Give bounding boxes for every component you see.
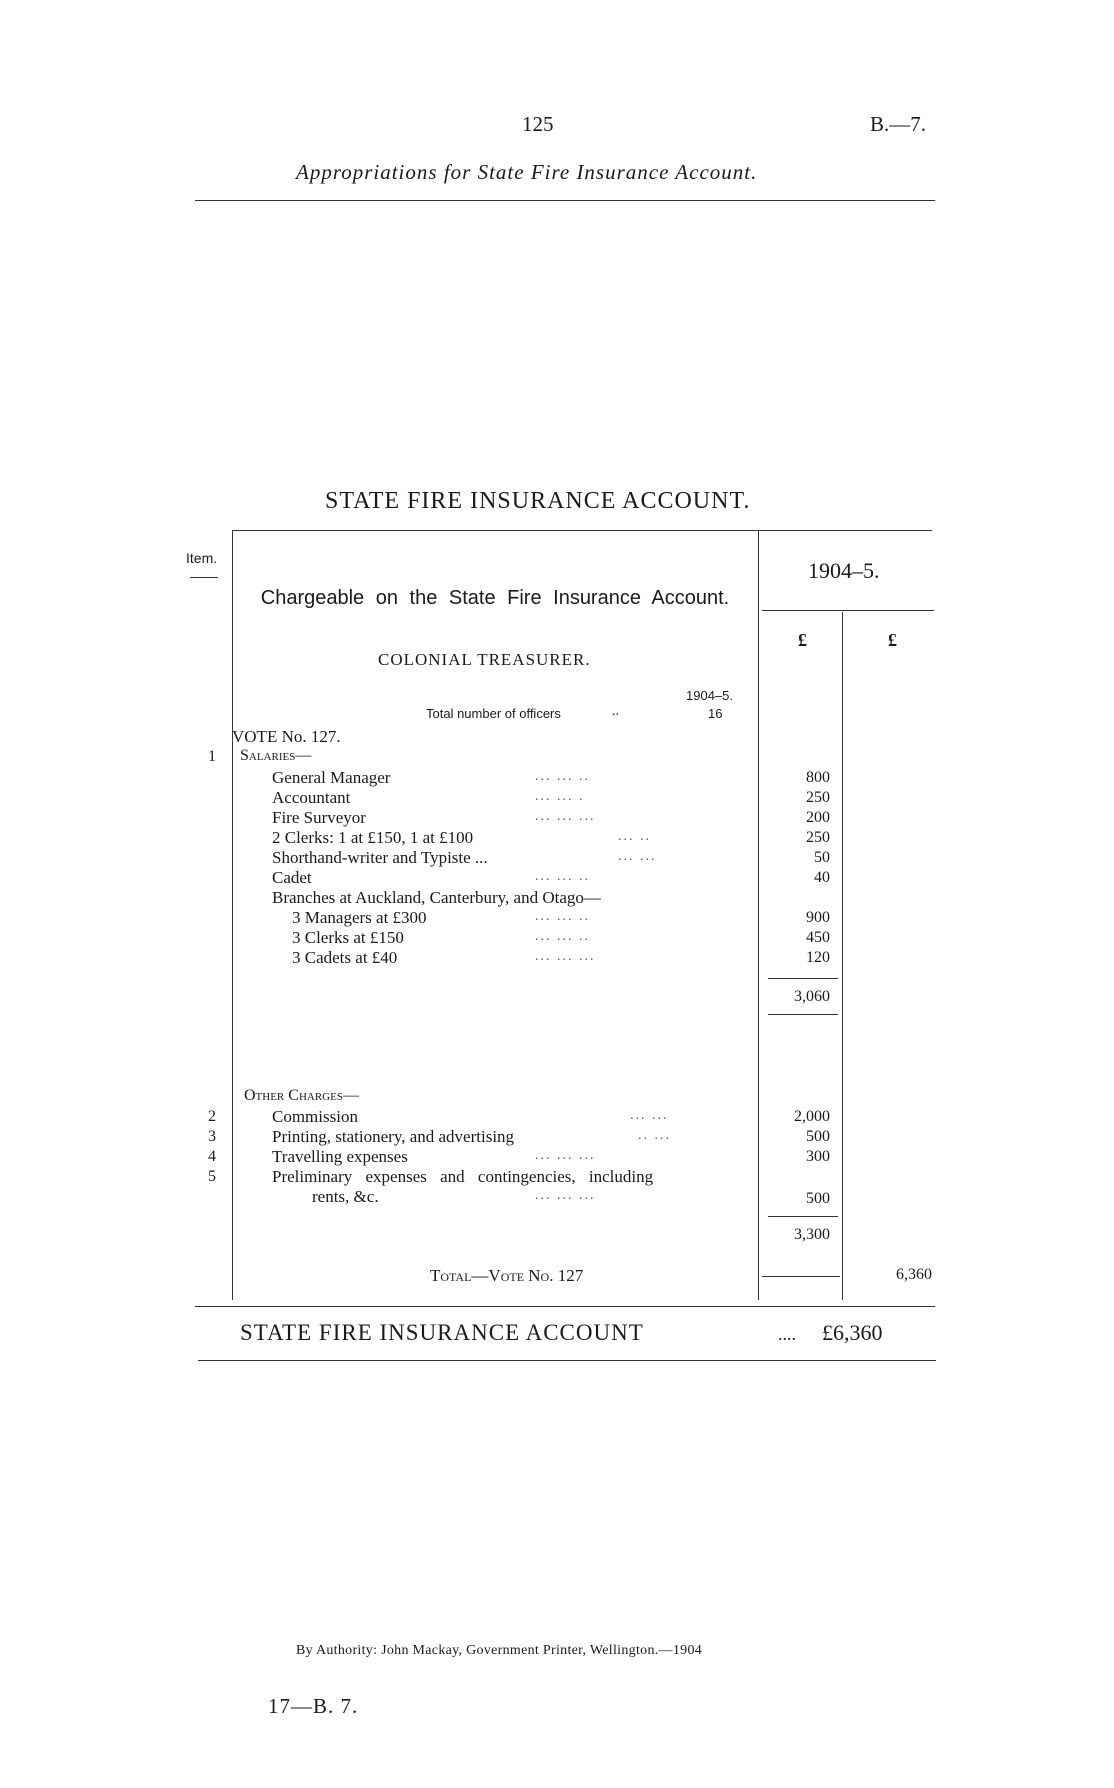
page-number: 125	[522, 112, 554, 136]
department-heading: COLONIAL TREASURER.	[378, 650, 591, 669]
header-rule	[195, 200, 935, 201]
leader-dots: ... ... .	[535, 789, 585, 804]
other-charges-heading: Other Charges—	[244, 1087, 359, 1104]
charge-amount: 300	[806, 1148, 830, 1165]
running-title: Appropriations for State Fire Insurance Account.	[296, 160, 758, 184]
officers-year: 1904–5.	[686, 688, 733, 703]
salary-label: Shorthand-writer and Typiste ...	[272, 848, 488, 867]
officers-label: Total number of officers	[426, 706, 561, 721]
leader-dots: ... ... ..	[535, 909, 590, 924]
year-header: 1904–5.	[808, 558, 880, 583]
total-rule	[762, 1276, 840, 1277]
subtotal-rule	[768, 978, 838, 979]
branch-amount: 120	[806, 949, 830, 966]
chargeable-heading: Chargeable on the State Fire Insurance Account.	[260, 587, 730, 609]
table-bottom-rule	[195, 1306, 935, 1307]
leader-dots: ... ... ...	[535, 809, 596, 824]
salary-label: General Manager	[272, 768, 391, 787]
total-vote-label: Total—Vote No. 127	[430, 1266, 584, 1285]
currency-symbol-pounds-1: £	[798, 630, 807, 650]
summary-dots: ....	[778, 1324, 796, 1344]
charge-amount: 2,000	[794, 1108, 830, 1125]
leader-dots: ... ..	[618, 829, 651, 844]
item-header: Item.	[186, 550, 218, 566]
section-title: STATE FIRE INSURANCE ACCOUNT.	[325, 488, 751, 514]
charge-label-continued: rents, &c.	[312, 1187, 379, 1206]
salary-label: Cadet	[272, 868, 312, 887]
leader-dots: ... ... ..	[535, 929, 590, 944]
subtotal-rule	[768, 1014, 838, 1015]
salaries-heading: Salaries—	[240, 747, 312, 764]
leader-dots: .. ...	[638, 1128, 671, 1143]
total-vote-amount: 6,360	[896, 1266, 932, 1283]
charge-label: Travelling expenses	[272, 1147, 408, 1166]
charge-amount: 500	[806, 1128, 830, 1145]
item-number: 1	[208, 748, 216, 765]
item-number: 5	[208, 1168, 216, 1185]
leader-dots: ... ... ...	[535, 1148, 596, 1163]
salary-amount: 50	[814, 849, 830, 866]
table-top-rule	[232, 530, 932, 531]
charge-label: Commission	[272, 1107, 358, 1126]
leader-dots: ... ...	[630, 1108, 669, 1123]
branch-label: 3 Clerks at £150	[292, 928, 404, 947]
printer-authority: By Authority: John Mackay, Government Printer, Wellington.—1904	[296, 1643, 703, 1658]
officers-dots: ..	[612, 704, 619, 719]
officers-count: 16	[708, 706, 723, 721]
paper-reference: B.—7.	[870, 112, 927, 136]
amount-column-rule	[758, 530, 759, 1300]
leader-dots: ... ... ..	[535, 869, 590, 884]
charge-label: Preliminary expenses and contingencies, including	[272, 1167, 654, 1186]
branches-heading: Branches at Auckland, Canterbury, and Otago—	[272, 888, 601, 907]
item-header-rule	[190, 577, 218, 578]
salaries-subtotal: 3,060	[794, 988, 830, 1005]
branch-amount: 450	[806, 929, 830, 946]
salary-label: Accountant	[272, 788, 351, 807]
salary-amount: 250	[806, 789, 830, 806]
salary-amount: 200	[806, 809, 830, 826]
leader-dots: ... ...	[618, 849, 657, 864]
salary-label: Fire Surveyor	[272, 808, 366, 827]
salary-label: 2 Clerks: 1 at £150, 1 at £100	[272, 828, 474, 847]
item-number: 3	[208, 1128, 216, 1145]
branch-amount: 900	[806, 909, 830, 926]
summary-amount: £6,360	[822, 1320, 883, 1345]
leader-dots: ... ... ...	[535, 949, 596, 964]
leader-dots: ... ... ...	[535, 1188, 596, 1203]
branch-label: 3 Cadets at £40	[292, 948, 398, 967]
currency-symbol-pounds-2: £	[888, 630, 897, 650]
item-number: 2	[208, 1108, 216, 1125]
vote-label: VOTE No. 127.	[232, 727, 341, 746]
charge-amount: 500	[806, 1190, 830, 1207]
salary-amount: 250	[806, 829, 830, 846]
item-number: 4	[208, 1148, 216, 1165]
summary-rule	[198, 1360, 936, 1361]
salary-amount: 40	[814, 869, 830, 886]
item-column-rule	[232, 530, 233, 1300]
year-under-rule	[762, 610, 934, 611]
salary-amount: 800	[806, 769, 830, 786]
branch-label: 3 Managers at £300	[292, 908, 427, 927]
total-column-rule	[842, 612, 843, 1300]
leader-dots: ... ... ..	[535, 769, 590, 784]
charge-label: Printing, stationery, and advertising	[272, 1127, 515, 1146]
sheet-signature: 17—B. 7.	[268, 1694, 359, 1718]
summary-label: STATE FIRE INSURANCE ACCOUNT	[240, 1320, 644, 1345]
other-charges-subtotal: 3,300	[794, 1226, 830, 1243]
subtotal-rule	[768, 1216, 838, 1217]
